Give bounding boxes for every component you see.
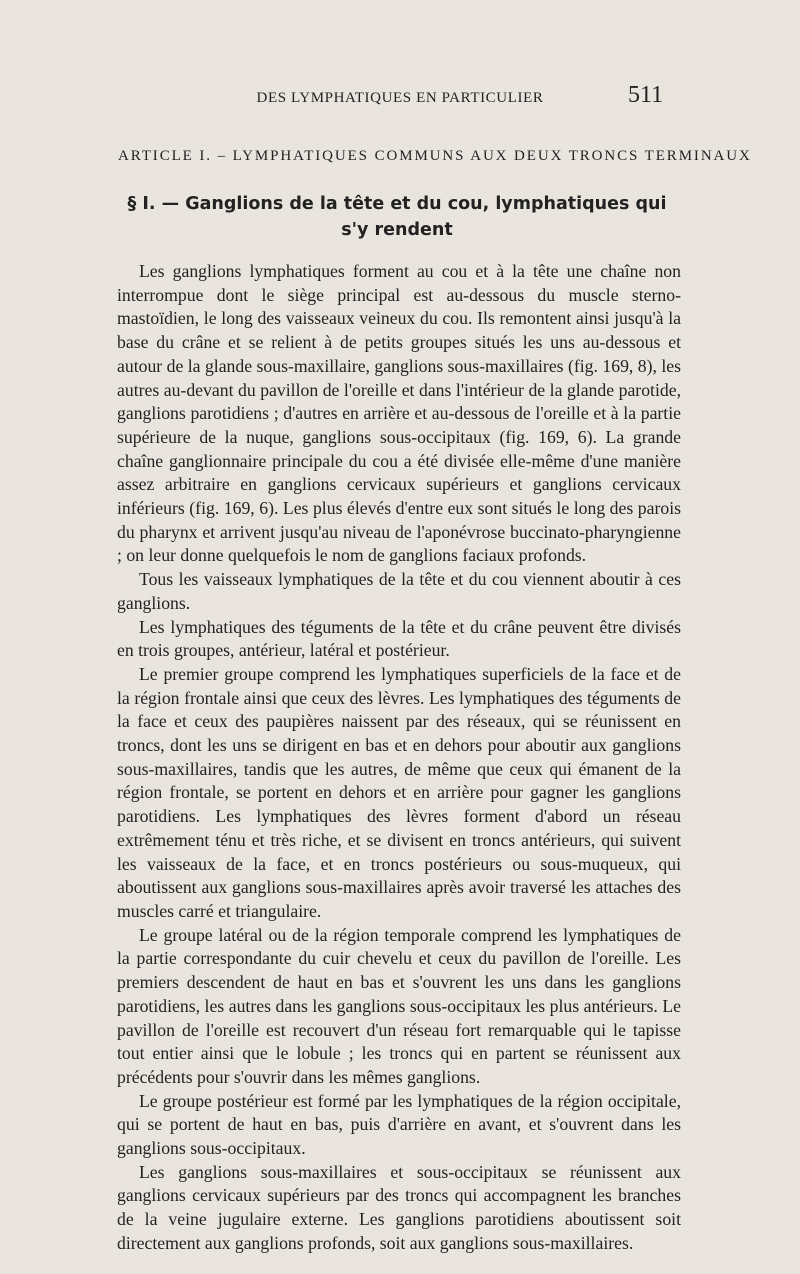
running-title: DES LYMPHATIQUES EN PARTICULIER [256, 90, 544, 106]
paragraph: Les ganglions lymphatiques forment au cou et à la tête une chaîne non interrompue dont le siège principal est au-dessous du muscle sterno-mastoïdien, le long des vaisseaux veineux du cou. Ils remontent ainsi jusqu'à la base du crâne et se relient à de petits groupes situés les uns au-dessous et autour de la glande sous-maxillaire, ganglions sous-maxillaires (fig. 169, 8), les autres au-devant du pavillon de l'oreille et dans l'intérieur de la glande parotide, ganglions parotidiens ; d'autres en arrière et au-dessous de l'oreille et à la partie supérieure de la nuque, ganglions sous-occipitaux (fig. 169, 6). La grande chaîne ganglionnaire principale du cou a été divisée elle-même d'une manière assez arbitraire en ganglions cervicaux supérieurs et ganglions cervicaux inférieurs (fig. 169, 6). Les plus élevés d'entre eux sont situés le long des parois du pharynx et arrivent jusqu'au niveau de l'aponévrose buccinato-pharyngienne ; on leur donne quelquefois le nom de ganglions faciaux profonds. [117, 261, 681, 566]
paragraph: Le groupe postérieur est formé par les lymphatiques de la région occipitale, qui se portent de haut en bas, puis d'arrière en avant, et s'ouvrent dans les ganglions sous-occipitaux. [117, 1090, 681, 1159]
section-heading: § I. — Ganglions de la tête et du cou, lymphatiques qui s'y rendent [127, 194, 667, 240]
body-text [117, 260, 681, 1256]
page-number: 511 [628, 82, 664, 108]
article-heading: ARTICLE I. – LYMPHATIQUES COMMUNS AUX DEUX TRONCS TERMINAUX [118, 148, 752, 164]
paragraph: Le premier groupe comprend les lymphatiques superficiels de la face et de la région frontale ainsi que ceux des lèvres. Les lymphatiques des téguments de la face et ceux des paupières naissent par des réseaux, qui se réunissent en troncs, dont les uns se dirigent en bas et en dehors pour aboutir aux ganglions sous-maxillaires, tandis que les autres, de même que ceux qui émanent de la région frontale, se portent en dehors et en arrière pour gagner les ganglions parotidiens. Les lymphatiques des lèvres forment d'abord un réseau extrêmement ténu et très riche, et se divisent en troncs antérieurs, qui suivent les vaisseaux de la face, et en troncs postérieurs ou sous-muqueux, qui aboutissent aux ganglions sous-maxillaires après avoir traversé les attaches des muscles carré et triangulaire. [117, 663, 681, 921]
paragraph: Tous les vaisseaux lymphatiques de la tête et du cou viennent aboutir à ces ganglions. [117, 569, 681, 613]
paragraph: Le groupe latéral ou de la région temporale comprend les lymphatiques de la partie correspondante du cuir chevelu et ceux du pavillon de l'oreille. Les premiers descendent de haut en bas et s'ouvrent les uns dans les ganglions parotidiens, les autres dans les ganglions sous-occipitaux les plus antérieurs. Le pavillon de l'oreille est recouvert d'un réseau fort remarquable qui le tapisse tout entier ainsi que le lobule ; les troncs qui en partent se réunissent aux précédents pour s'ouvrir dans les mêmes ganglions. [117, 924, 681, 1087]
paragraph: Les lymphatiques des téguments de la tête et du crâne peuvent être divisés en trois groupes, antérieur, latéral et postérieur. [117, 616, 681, 661]
paragraph: Les ganglions sous-maxillaires et sous-occipitaux se réunissent aux ganglions cervicaux supérieurs par des troncs qui accompagnent les branches de la veine jugulaire externe. Les ganglions parotidiens aboutissent soit directement aux ganglions profonds, soit aux ganglions sous-maxillaires. [117, 1161, 681, 1253]
